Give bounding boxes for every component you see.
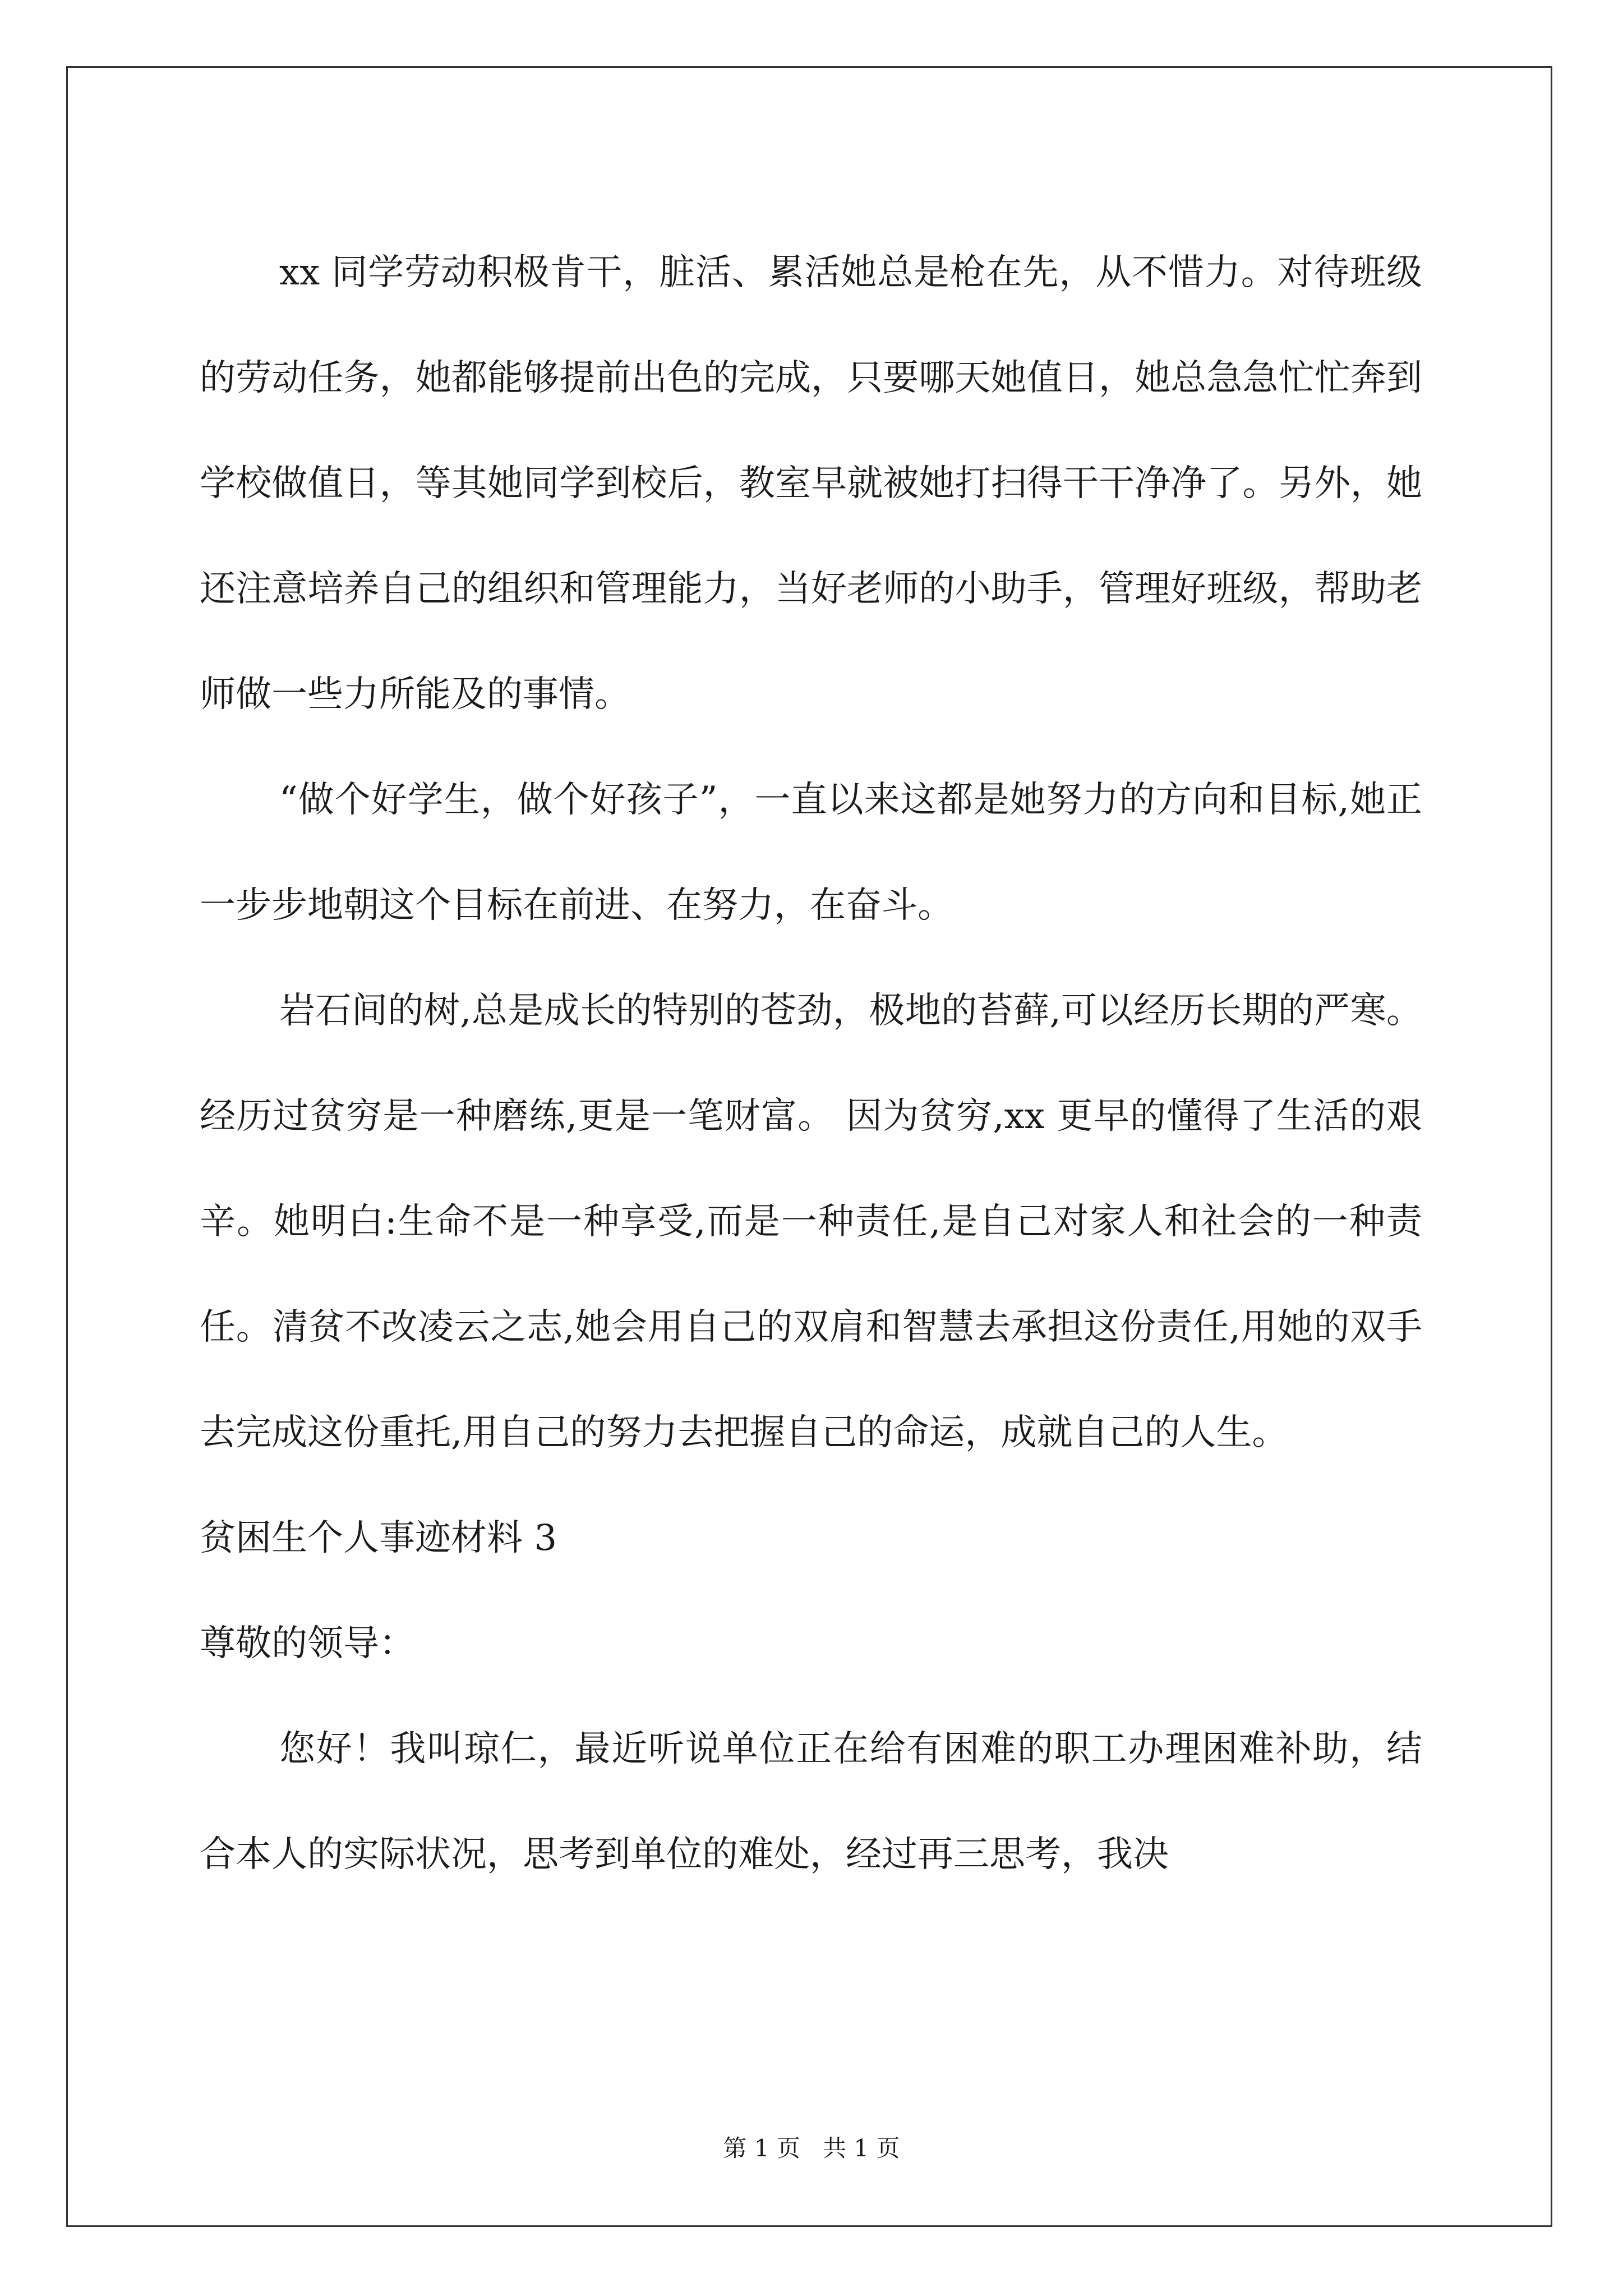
section-title: 贫困生个人事迹材料 3 [200, 1517, 557, 1559]
paragraph-poverty: 岩石间的树,总是成长的特别的苍劲，极地的苔藓,可以经历长期的严寒。经历过贫穷是一种磨练,更是一笔财富。 因为贫穷,xx 更早的懂得了生活的艰辛。她明白:生命不是一种享受,而是一种责任,是自己对家人和社会的一种责任。清贫不改凌云之志,她会用自己的双肩和智慧去承担这份责任,用她的双手去完成这份重托,用自己的努力去把握自己的命运，成就自己的人生。 [200, 990, 1422, 1453]
paragraph-labor: xx 同学劳动积极肯干，脏活、累活她总是枪在先，从不惜力。对待班级的劳动任务，她都能够提前出色的完成，只要哪天她值日，她总急急忙忙奔到学校做值日，等其她同学到校后，教室早就被她打扫得干干净净了。另外，她还注意培养自己的组织和管理能力，当好老师的小助手，管理好班级，帮助老师做一些力所能及的事情。 [200, 252, 1422, 715]
salutation: 尊敬的领导： [200, 1623, 415, 1664]
paragraph-letter-intro: 您好！我叫琼仁，最近听说单位正在给有困难的职工办理困难补助，结合本人的实际状况，思考到单位的难处，经过再三思考，我决 [200, 1728, 1422, 1875]
page-footer: 第 1 页 共 1 页 [723, 2134, 900, 2162]
document-body [200, 220, 1422, 1907]
paragraph-good-student: “做个好学生，做个好孩子”，一直以来这都是她努力的方向和目标,她正一步步地朝这个目标在前进、在努力，在奋斗。 [200, 779, 1422, 926]
